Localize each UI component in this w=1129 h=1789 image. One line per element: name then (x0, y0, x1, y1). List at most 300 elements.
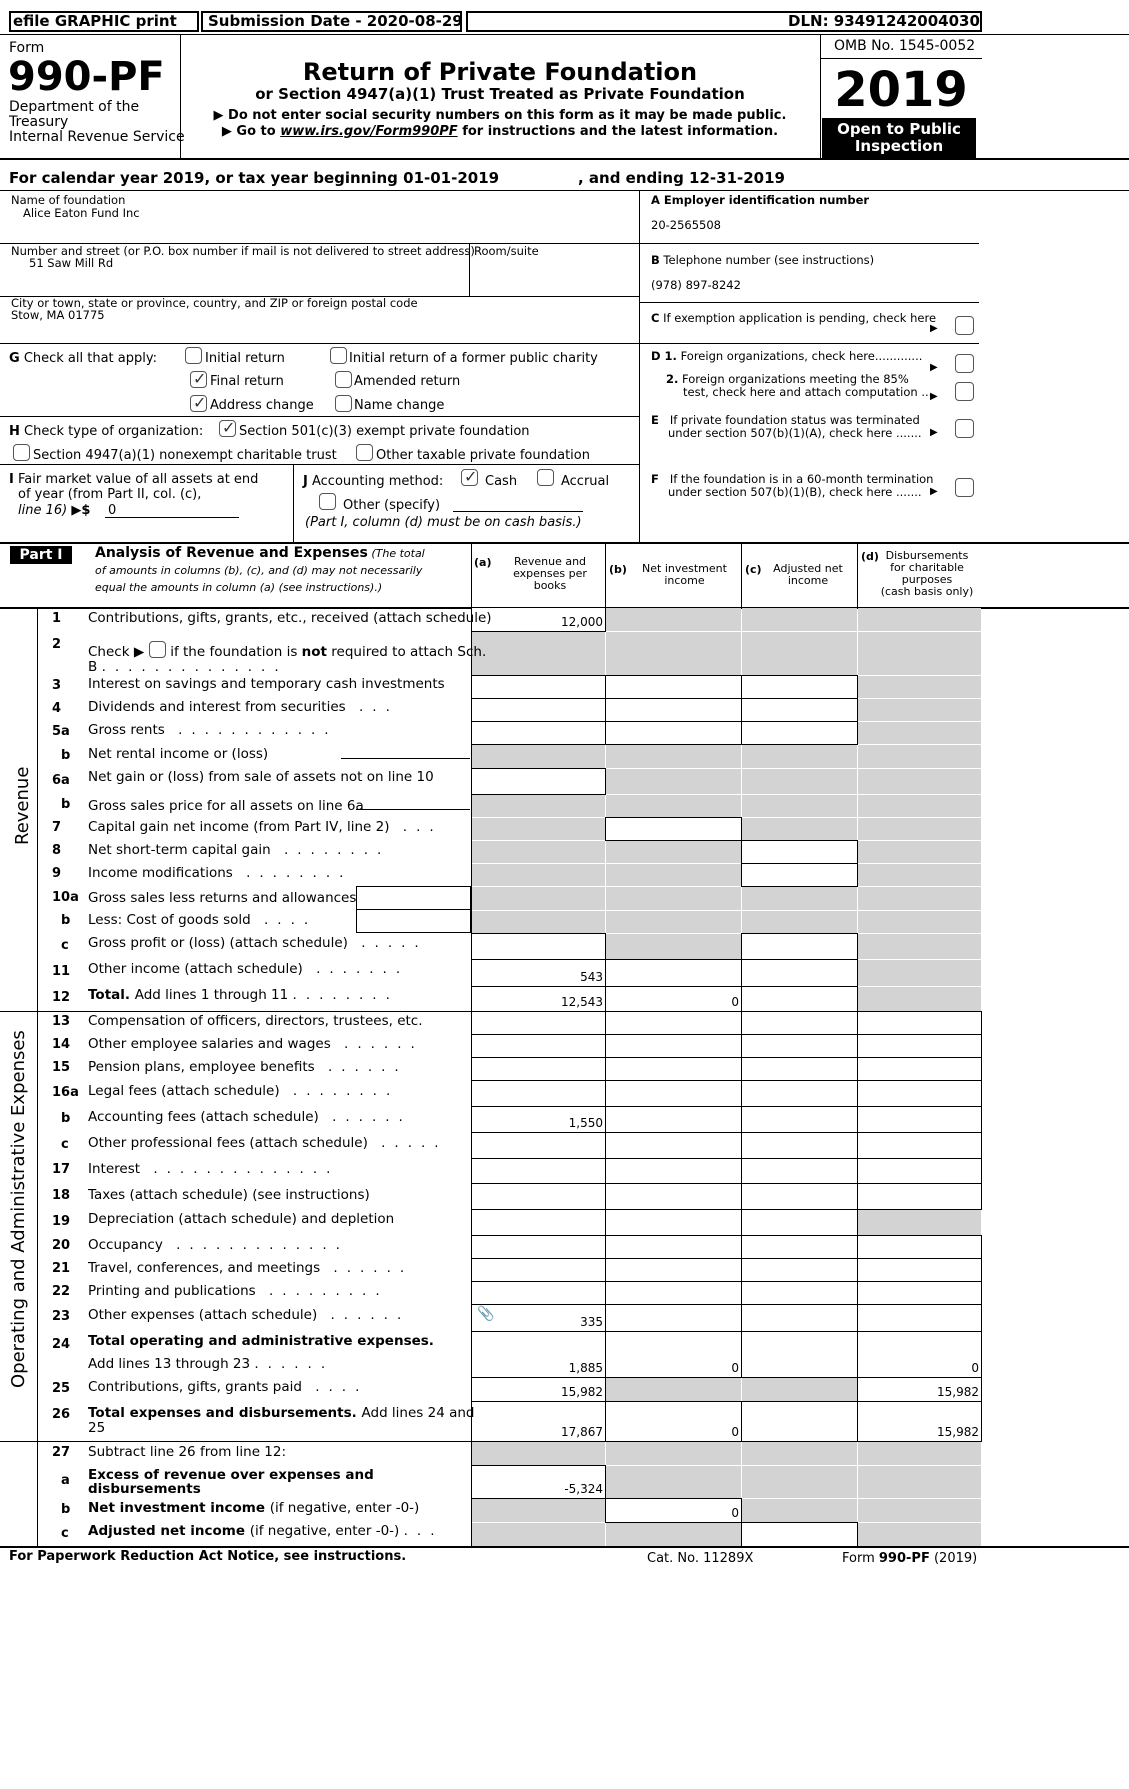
cell-l26-c[interactable] (741, 1401, 858, 1442)
line-number-l19: 19 (52, 1214, 71, 1229)
cell-l1-c-shaded (742, 608, 857, 631)
desc-l27b-text: (if negative, enter -0-) (269, 1500, 420, 1516)
cell-l16c-b[interactable] (605, 1132, 742, 1159)
cell-l6b-a-shaded (472, 795, 605, 817)
cell-l21-dd[interactable] (857, 1258, 982, 1282)
desc-l2-not: not (301, 644, 327, 660)
cell-l25-c-shaded (742, 1378, 857, 1401)
desc-text-l22: Printing and publications (88, 1283, 256, 1299)
foreign-org-d1 (651, 349, 922, 363)
dept-line-3: Internal Revenue Service (9, 129, 185, 145)
desc-text-l20: Occupancy (88, 1237, 163, 1253)
cell-l16c-a[interactable] (471, 1132, 606, 1159)
foreign-org-d1-checkbox[interactable] (955, 354, 974, 373)
desc-l24-text: Total operating and administrative expenses. (88, 1333, 434, 1349)
notice-ssn: ▶ Do not enter social security numbers on this form as it may be made public. (213, 108, 787, 123)
desc-l27b-b: Net investment income (88, 1500, 270, 1516)
desc-l26-total: Total expenses and disbursements. (88, 1405, 362, 1421)
cell-l4-c[interactable] (741, 698, 858, 722)
cell-l22-a[interactable] (471, 1281, 606, 1305)
cell-l22-b[interactable] (605, 1281, 742, 1305)
cell-l24-c[interactable] (741, 1331, 858, 1378)
col-a-h3: books (533, 579, 567, 592)
exemption-pending-checkbox[interactable] (955, 316, 974, 335)
line-number-l16c: c (61, 1137, 69, 1152)
cell-l10b-dd-shaded (858, 911, 981, 933)
value-l24-a: 1,885 (568, 1361, 603, 1375)
cell-l14-dd[interactable] (857, 1034, 982, 1058)
form-number: 990-PF (8, 54, 165, 100)
j-letter: J (303, 474, 308, 489)
desc-l27c-dots: ... (403, 1523, 444, 1539)
desc-l2-t1: if the foundation is (165, 644, 302, 660)
line-desc-l24 (88, 1333, 434, 1349)
cell-l27b-dd-shaded (858, 1499, 981, 1522)
desc-text-l15: Pension plans, employee benefits (88, 1059, 315, 1075)
cash-label: Cash (485, 474, 518, 489)
cell-l13-c[interactable] (741, 1011, 858, 1035)
line-desc-l22 (88, 1283, 389, 1299)
desc-text-l11: Other income (attach schedule) (88, 961, 303, 977)
submission-date: Submission Date - 2020-08-29 (208, 12, 463, 30)
city-address: Stow, MA 01775 (11, 308, 105, 322)
desc-text-l6a: Net gain or (loss) from sale of assets not on line 10 (88, 769, 434, 785)
cell-l3-b[interactable] (605, 675, 742, 699)
cell-l11-c[interactable] (741, 959, 858, 987)
col-c-letter: (c) (745, 563, 762, 576)
department (9, 100, 185, 145)
desc-l24-dots: ...... (254, 1356, 335, 1372)
ein-value: 20-2565508 (651, 218, 721, 232)
cell-l21-b[interactable] (605, 1258, 742, 1282)
col-d-head (872, 550, 982, 598)
cell-l14-b[interactable] (605, 1034, 742, 1058)
i-fmv (9, 472, 258, 502)
cell-l18-c[interactable] (741, 1183, 858, 1210)
footer-form-num: 990-PF (878, 1551, 930, 1566)
d1-letter: D 1. (651, 349, 677, 363)
col-a-letter: (a) (474, 556, 492, 569)
sch-b-checkbox[interactable] (149, 641, 166, 658)
line-desc-l19 (88, 1211, 394, 1227)
name-change-checkbox[interactable] (335, 395, 352, 412)
cell-l14-a[interactable] (471, 1034, 606, 1058)
desc-l2-check: Check (88, 644, 134, 660)
cell-l16a-a[interactable] (471, 1080, 606, 1107)
part1-note-3: equal the amounts in column (a) (see instructions).) (95, 581, 383, 594)
cell-l19-c[interactable] (741, 1209, 858, 1236)
h-line (0, 464, 639, 465)
cell-l23-b[interactable] (605, 1304, 742, 1332)
c3-checkbox[interactable] (219, 420, 236, 437)
i-letter: I (9, 472, 14, 487)
cell-l6a-b-shaded (606, 769, 741, 794)
desc-text-l18: Taxes (attach schedule) (see instructions) (88, 1187, 370, 1203)
cell-l9-c[interactable] (741, 863, 858, 887)
desc-text-l3: Interest on savings and temporary cash investments (88, 676, 445, 692)
desc-l2-b: B (88, 659, 102, 675)
cell-l10b-a-shaded (472, 911, 605, 933)
cell-l5b-b-shaded (606, 745, 741, 768)
cell-l19-a[interactable] (471, 1209, 606, 1236)
cell-l1-b-shaded (606, 608, 741, 631)
phone-b: B (651, 253, 660, 267)
cell-l5a-b[interactable] (605, 721, 742, 745)
amended-return-label: Amended return (354, 374, 461, 389)
cell-l21-c[interactable] (741, 1258, 858, 1282)
line-desc-l27 (88, 1444, 286, 1460)
initial-former-checkbox[interactable] (330, 347, 347, 364)
desc-text-l16b: Accounting fees (attach schedule) (88, 1109, 319, 1125)
line-number-l22: 22 (52, 1284, 71, 1299)
col-b-h1: Net investment (642, 562, 727, 575)
line-number-l10a: 10a (52, 890, 79, 905)
cell-l10c-dd-shaded (858, 934, 981, 959)
line-number-l27c: c (61, 1526, 69, 1541)
footer-form (842, 1551, 977, 1566)
c-letter: C (651, 311, 660, 325)
cell-l17-dd[interactable] (857, 1158, 982, 1184)
desc-text-l4: Dividends and interest from securities (88, 699, 346, 715)
cell-l3-a[interactable] (471, 675, 606, 699)
desc-text-l7: Capital gain net income (from Part IV, line 2) (88, 819, 390, 835)
line-desc-l12 (88, 987, 399, 1003)
cell-l10b-c-shaded (742, 911, 857, 933)
line-number-l16a: 16a (52, 1085, 79, 1100)
desc-text-l9: Income modifications (88, 865, 233, 881)
cell-l16b-b[interactable] (605, 1106, 742, 1133)
cell-l8-c[interactable] (741, 840, 858, 864)
e-letter: E (651, 413, 659, 427)
other-taxable-label: Other taxable private foundation (376, 448, 590, 463)
cash-checkbox[interactable] (461, 469, 478, 486)
cell-l25-b-shaded (606, 1378, 741, 1401)
side-label-revenue: Revenue (12, 766, 33, 845)
footer-form-word: Form (842, 1551, 875, 1566)
cell-l6a-a[interactable] (471, 768, 606, 795)
cell-l16a-b[interactable] (605, 1080, 742, 1107)
col-c-left (741, 544, 742, 607)
cell-l5a-a[interactable] (471, 721, 606, 745)
cell-l27-a-shaded (472, 1442, 605, 1465)
col-a-left (471, 544, 472, 607)
line-desc-l2 (88, 641, 486, 660)
cell-l11-b[interactable] (605, 959, 742, 987)
attachment-icon[interactable]: 📎 (477, 1306, 495, 1322)
s4947-label: Section 4947(a)(1) nonexempt charitable trust (33, 448, 337, 463)
line-number-l4: 4 (52, 701, 62, 716)
desc-dots-l16a: ........ (279, 1083, 400, 1099)
col-d-left (857, 544, 858, 607)
line-number-l15: 15 (52, 1060, 71, 1075)
cell-l4-a[interactable] (471, 698, 606, 722)
line-desc-l14 (88, 1036, 424, 1052)
initial-former-label: Initial return of a former public charity (349, 351, 598, 366)
s4947-checkbox[interactable] (13, 444, 30, 461)
col-d-h3: purposes (901, 573, 953, 586)
desc-text-l21: Travel, conferences, and meetings (88, 1260, 321, 1276)
amended-return-checkbox[interactable] (335, 371, 352, 388)
cell-l10c-b-shaded (606, 934, 741, 959)
cell-l18-dd[interactable] (857, 1183, 982, 1210)
street-address: 51 Saw Mill Rd (29, 256, 114, 270)
value-l27a-a: -5,324 (564, 1482, 603, 1496)
irs-link[interactable]: www.irs.gov/Form990PF (280, 124, 458, 139)
cell-l2-dd-shaded (858, 632, 981, 675)
cell-l21-a[interactable] (471, 1258, 606, 1282)
desc-text-l23: Other expenses (attach schedule) (88, 1307, 318, 1323)
cell-l7-b[interactable] (605, 817, 742, 841)
col-d-h2: for charitable (890, 561, 964, 574)
cell-l17-c[interactable] (741, 1158, 858, 1184)
cell-l13-dd[interactable] (857, 1011, 982, 1035)
form-title: Return of Private Foundation (302, 58, 698, 86)
notice-post: for instructions and the latest information. (462, 124, 779, 139)
line-desc-l27a-b (88, 1481, 201, 1497)
desc-l24-b: Add lines 13 through 23 (88, 1356, 255, 1372)
line-desc-l5a (88, 722, 338, 738)
part1-note-1: (The total (371, 547, 425, 560)
desc-text-l14: Other employee salaries and wages (88, 1036, 331, 1052)
arrow-f: ▶ (930, 486, 938, 497)
value-l11-a: 543 (580, 970, 603, 984)
line-desc-l4 (88, 699, 399, 715)
initial-return-label: Initial return (205, 351, 285, 366)
arrow-c: ▶ (930, 323, 938, 334)
h-label (9, 424, 203, 439)
desc-l12-dots: ........ (292, 987, 399, 1003)
cell-l9-a-shaded (472, 864, 605, 886)
col-b-h2: income (664, 574, 705, 587)
terminated-e-checkbox[interactable] (955, 419, 974, 438)
desc-dots-l9: ........ (232, 865, 353, 881)
cell-l7-dd-shaded (858, 818, 981, 840)
dept-line-2: Treasury (9, 114, 69, 130)
cell-l18-a[interactable] (471, 1183, 606, 1210)
cell-l15-a[interactable] (471, 1057, 606, 1081)
accrual-checkbox[interactable] (537, 469, 554, 486)
cell-l10c-c[interactable] (741, 933, 858, 960)
cell-l16b-dd[interactable] (857, 1106, 982, 1133)
cell-l22-dd[interactable] (857, 1281, 982, 1305)
j-text: Accounting method: (311, 474, 444, 489)
cell-l5a-dd-shaded (858, 722, 981, 744)
line-number-l25: 25 (52, 1381, 71, 1396)
cell-l7-a-shaded (472, 818, 605, 840)
value-l1-a: 12,000 (561, 615, 603, 629)
value-l27b-b: 0 (731, 1506, 739, 1520)
d1-text: Foreign organizations, check here............. (680, 349, 923, 363)
cell-l19-b[interactable] (605, 1209, 742, 1236)
line-number-l1: 1 (52, 611, 62, 626)
line-number-l10c: c (61, 938, 69, 953)
cell-l15-c[interactable] (741, 1057, 858, 1081)
desc-dots-l20: ............. (162, 1237, 349, 1253)
col-a-h1: Revenue and (513, 555, 587, 568)
cell-l5b-dd-shaded (858, 745, 981, 768)
city-line (0, 343, 639, 344)
cell-l12-c[interactable] (741, 986, 858, 1012)
line-number-l20: 20 (52, 1238, 71, 1253)
cell-l23-c[interactable] (741, 1304, 858, 1332)
desc-text-l5b: Net rental income or (loss) (88, 746, 269, 762)
cell-l27c-a-shaded (472, 1523, 605, 1546)
line-desc-l11 (88, 961, 409, 977)
desc-l26-b: 25 (88, 1420, 106, 1436)
cell-l17-b[interactable] (605, 1158, 742, 1184)
line-desc-l10c (88, 935, 428, 951)
line-number-l3: 3 (52, 678, 62, 693)
cell-l27c-dd-shaded (858, 1523, 981, 1546)
cell-l10c-a[interactable] (471, 933, 606, 960)
cell-l20-c[interactable] (741, 1235, 858, 1259)
name-label: Name of foundation (11, 193, 126, 207)
cell-l27c-b-shaded (606, 1523, 741, 1546)
d2-text-a: Foreign organizations meeting the 85% (682, 372, 909, 386)
cell-l23-dd[interactable] (857, 1304, 982, 1332)
value-l25-a: 15,982 (561, 1385, 603, 1399)
desc-text-l6b: Gross sales price for all assets on line 6a (88, 798, 364, 814)
line-desc-l5b (88, 746, 268, 762)
cell-l16a-c[interactable] (741, 1080, 858, 1107)
cell-l15-b[interactable] (605, 1057, 742, 1081)
cell-l27a-c-shaded (742, 1466, 857, 1498)
desc-dots-l16b: ...... (318, 1109, 412, 1125)
arrow-d1: ▶ (930, 362, 938, 373)
col-c-head (762, 563, 854, 587)
cell-l20-b[interactable] (605, 1235, 742, 1259)
foreign-org-d2-checkbox[interactable] (955, 382, 974, 401)
cell-l10a-b-shaded (606, 887, 741, 910)
value-l24-b: 0 (731, 1361, 739, 1375)
footer-paperwork: For Paperwork Reduction Act Notice, see instructions. (9, 1549, 407, 1564)
cell-l6a-c-shaded (742, 769, 857, 794)
line-desc-l24-b (88, 1356, 334, 1372)
other-taxable-checkbox[interactable] (356, 444, 373, 461)
desc-dots-l14: ...... (330, 1036, 424, 1052)
line-desc-l6a (88, 769, 434, 785)
desc-dots-l10c: ..... (347, 935, 428, 951)
value-l26-a: 17,867 (561, 1425, 603, 1439)
cell-l4-b[interactable] (605, 698, 742, 722)
cell-l6b-dd-shaded (858, 795, 981, 817)
cell-l12-dd-shaded (858, 987, 981, 1011)
col-b-left (605, 544, 606, 607)
cash-basis-note: (Part I, column (d) must be on cash basis.) (305, 515, 582, 530)
cell-l16b-c[interactable] (741, 1106, 858, 1133)
desc-dots-l11: ....... (302, 961, 410, 977)
room-divider (469, 243, 470, 296)
g-letter: G (9, 351, 20, 366)
termination-f-checkbox[interactable] (955, 478, 974, 497)
line-desc-l3 (88, 676, 445, 692)
cell-l16c-c[interactable] (741, 1132, 858, 1159)
dept-line-1: Department of the (9, 99, 140, 115)
exemption-pending (651, 311, 936, 325)
calendar-end: , and ending 12-31-2019 (578, 169, 785, 187)
cell-l7-c-shaded (742, 818, 857, 840)
line-number-l5a: 5a (52, 724, 70, 739)
desc-dots-l15: ...... (314, 1059, 408, 1075)
g-line (0, 416, 639, 417)
cell-l20-a[interactable] (471, 1235, 606, 1259)
cell-l27a-b-shaded (606, 1466, 741, 1498)
line-number-l6a: 6a (52, 773, 70, 788)
fmv-value: 0 (108, 503, 117, 518)
phone-value: (978) 897-8242 (651, 278, 741, 292)
line-desc-l18 (88, 1187, 370, 1203)
desc-l2-arrow: ▶ (133, 644, 149, 660)
cell-l22-c[interactable] (741, 1281, 858, 1305)
cell-l13-b[interactable] (605, 1011, 742, 1035)
dln: DLN: 93491242004030 (788, 12, 980, 30)
line-desc-l13 (88, 1013, 423, 1029)
line-number-l27: 27 (52, 1445, 71, 1460)
foreign-org-d2 (666, 373, 932, 399)
cell-l16c-dd[interactable] (857, 1132, 982, 1159)
line-number-l10b: b (61, 913, 71, 928)
line-number-l27b: b (61, 1502, 71, 1517)
line-desc-l17 (88, 1161, 339, 1177)
desc-text-l13: Compensation of officers, directors, trustees, etc. (88, 1013, 423, 1029)
efile-label: efile GRAPHIC print (13, 12, 177, 30)
cell-l18-b[interactable] (605, 1183, 742, 1210)
desc-dots-l7: ... (389, 819, 443, 835)
value-l12-a: 12,543 (561, 995, 603, 1009)
desc-dots-l5a: ............ (164, 722, 338, 738)
f-letter: F (651, 472, 659, 486)
desc-dots-l25: .... (301, 1379, 369, 1395)
line-number-l21: 21 (52, 1261, 71, 1276)
omb-number: OMB No. 1545-0052 (834, 38, 976, 54)
cell-l1-dd-shaded (858, 608, 981, 631)
arrow-e: ▶ (930, 427, 938, 438)
cell-l13-a[interactable] (471, 1011, 606, 1035)
form-subtitle: or Section 4947(a)(1) Trust Treated as Private Foundation (255, 85, 745, 103)
col-d-letter: (d) (861, 550, 879, 563)
line-number-l14: 14 (52, 1037, 71, 1052)
cell-l3-c[interactable] (741, 675, 858, 699)
final-return-checkbox[interactable] (190, 371, 207, 388)
line-desc-l10b (88, 912, 317, 928)
other-method-checkbox[interactable] (319, 493, 336, 510)
address-change-checkbox[interactable] (190, 395, 207, 412)
cell-l20-dd[interactable] (857, 1235, 982, 1259)
cell-l16a-dd[interactable] (857, 1080, 982, 1107)
cell-l14-c[interactable] (741, 1034, 858, 1058)
desc-l27a-b: disbursements (88, 1481, 201, 1497)
line-number-l27a: a (61, 1473, 70, 1488)
c3-label: Section 501(c)(3) exempt private foundation (239, 424, 530, 439)
address-change-label: Address change (210, 398, 314, 413)
line-desc-l8 (88, 842, 390, 858)
final-return-label: Final return (210, 374, 284, 389)
value-l26-b: 0 (731, 1425, 739, 1439)
desc-dots-l23: ...... (317, 1307, 411, 1323)
line-desc-l23 (88, 1307, 410, 1323)
desc-l26-text: Add lines 24 and (361, 1405, 475, 1421)
cell-l27c-c[interactable] (741, 1522, 858, 1547)
cell-l15-dd[interactable] (857, 1057, 982, 1081)
desc-text-l8: Net short-term capital gain (88, 842, 271, 858)
c-text: If exemption application is pending, check here (663, 311, 937, 325)
cell-l5a-c[interactable] (741, 721, 858, 745)
omb-line (820, 58, 982, 59)
cell-l17-a[interactable] (471, 1158, 606, 1184)
desc-text-l25: Contributions, gifts, grants paid (88, 1379, 302, 1395)
initial-return-checkbox[interactable] (185, 347, 202, 364)
termination-f (651, 473, 933, 499)
